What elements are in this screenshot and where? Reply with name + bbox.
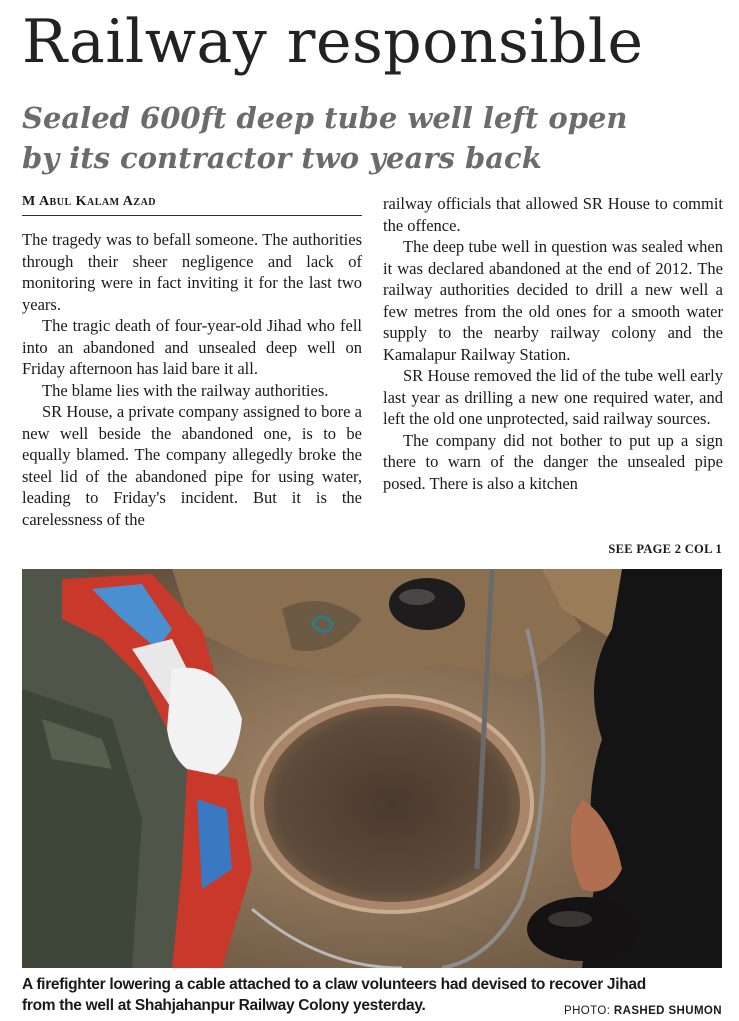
subheadline (22, 98, 722, 178)
news-photo (22, 569, 722, 968)
paragraph: railway officials that allowed SR House to commit the offence. (383, 194, 723, 235)
photo-credit (564, 1005, 722, 1017)
paragraph: The blame lies with the railway authorities. (42, 380, 329, 400)
paragraph: The tragic death of four-year-old Jihad who fell into an abandoned and unsealed deep well on Friday afternoon has laid bare it all. (22, 316, 362, 378)
article-column-1 (22, 229, 362, 530)
paragraph: The company did not bother to put up a sign there to warn of the danger the unsealed pipe posed. There is also a kitchen (383, 430, 723, 493)
subheadline-line-1: Sealed 600ft deep tube well left open (22, 101, 628, 135)
caption-line-2: from the well at Shahjahanpur Railway Colony yesterday. (22, 997, 426, 1014)
paragraph: The deep tube well in question was sealed when it was declared abandoned at the end of 2012. The railway authorities decided to drill a new well a few metres from the old ones for a smooth water supply to the nearby railway colony and the Kamalapur Railway Station. (383, 237, 723, 364)
paragraph: SR House removed the lid of the tube well early last year as drilling a new one required water, and left the old one unprotected, said railway sources. (383, 366, 723, 428)
article-column-2 (383, 193, 723, 494)
jump-reference: SEE PAGE 2 COL 1 (608, 542, 722, 556)
photo-credit-label: PHOTO: (564, 1005, 611, 1017)
photo-credit-name: RASHED SHUMON (613, 1005, 722, 1017)
caption-line-1: A firefighter lowering a cable attached to a claw volunteers had devised to recover Jihad (22, 976, 646, 993)
headline: Railway responsible (22, 7, 644, 77)
paragraph: SR House, a private company assigned to bore a new well beside the abandoned one, is to be equally blamed. The company allegedly broke the steel lid of the abandoned pipe for using water, leading to Friday's incident. But it is the carelessness of the (22, 402, 362, 529)
subheadline-line-2: by its contractor two years back (22, 141, 542, 175)
paragraph: The tragedy was to befall someone. The authorities through their sheer negligence and lack of monitoring were in fact inviting it for the last two years. (22, 230, 362, 314)
byline: M Abul Kalam Azad (22, 194, 362, 216)
